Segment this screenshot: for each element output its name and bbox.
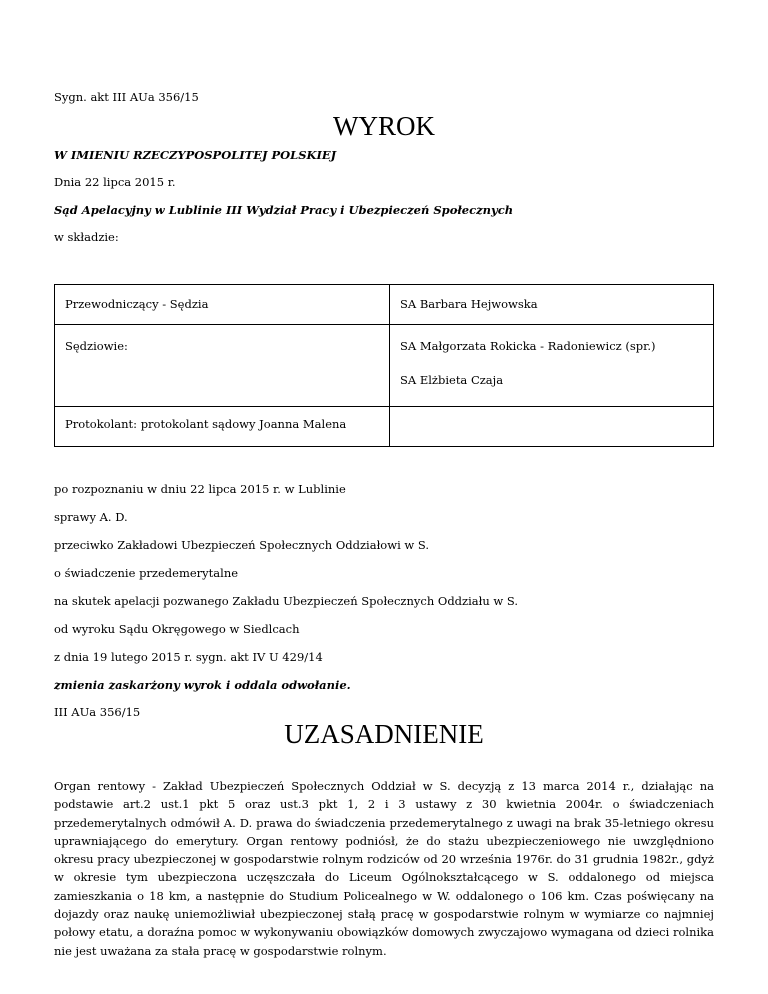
justification-title: UZASADNIENIE	[284, 719, 484, 749]
lower-court-date: z dnia 19 lutego 2015 r. sygn. akt IV U 429/14	[54, 650, 323, 664]
defendant-line: przeciwko Zakładowi Ubezpieczeń Społecznych Oddziałowi w S.	[54, 538, 430, 552]
case-signature-2: III AUa 356/15	[54, 705, 141, 719]
judges-label: Sędziowie:	[55, 325, 390, 407]
presiding-judge-label: Przewodniczący - Sędzia	[55, 285, 390, 325]
case-party: sprawy A. D.	[54, 510, 128, 524]
clerk-empty-cell	[390, 407, 714, 447]
presiding-judge-name: SA Barbara Hejwowska	[390, 285, 714, 325]
case-signature: Sygn. akt III AUa 356/15	[54, 90, 199, 104]
composition-label: w składzie:	[54, 230, 119, 244]
clerk-label: Protokolant: protokolant sądowy Joanna Malena	[55, 407, 390, 447]
judges-names: SA Małgorzata Rokicka - Radoniewicz (spr.) SA Elżbieta Czaja	[390, 325, 714, 407]
document-title: WYROK	[333, 111, 435, 141]
lower-court-line: od wyroku Sądu Okręgowego w Siedlcach	[54, 622, 300, 636]
case-subject: o świadczenie przedemerytalne	[54, 566, 239, 580]
appeal-line: na skutek apelacji pozwanego Zakładu Ubezpieczeń Społecznych Oddziału w S.	[54, 594, 519, 608]
hearing-line: po rozpoznaniu w dniu 22 lipca 2015 r. w Lublinie	[54, 482, 346, 496]
judgment-date: Dnia 22 lipca 2015 r.	[54, 175, 176, 189]
justification-paragraph: Organ rentowy - Zakład Ubezpieczeń Społecznych Oddział w S. decyzją z 13 marca 2014 r., działając na podstawie art.2 ust.1 pkt 5 oraz ust.3 pkt 1, 2 i 3 ustawy z 30 kwietnia 2004r. o świadczeniach przedemerytalnych odmówił A. D. prawa do świadczenia przedemerytalnego z uwagi na brak 35-letniego okresu uprawniającego do emerytury. Organ rentowy podniósł, że do stażu ubezpieczeniowego nie uwzględniono okresu pracy ubezpieczonej w gospodarstwie rolnym rodziców od 20 września 1976r. do 31 grudnia 1982r., gdyż w okresie tym ubezpieczona uczęszczała do Liceum Ogólnokształcącego w S. oddalonego od miejsca zamieszkania o 18 km, a następnie do Studium Policealnego w W. oddalonego o 106 km. Czas poświęcany na dojazdy oraz naukę uniemożliwiał ubezpieczonej stałą pracę w gospodarstwie rolnym w wymiarze co najmniej połowy etatu, a doraźna pomoc w wykonywaniu obowiązków domowych zwyczajowo wymagana od dzieci rolnika nie jest uważana za stała pracę w gospodarstwie rolnym.	[54, 779, 714, 958]
verdict-text: zmienia zaskarżony wyrok i oddala odwołanie.	[54, 678, 351, 692]
document-subtitle: W IMIENIU RZECZYPOSPOLITEJ POLSKIEJ	[54, 148, 337, 162]
court-name: Sąd Apelacyjny w Lublinie III Wydział Pracy i Ubezpieczeń Społecznych	[54, 203, 514, 217]
court-panel-table	[54, 284, 714, 447]
